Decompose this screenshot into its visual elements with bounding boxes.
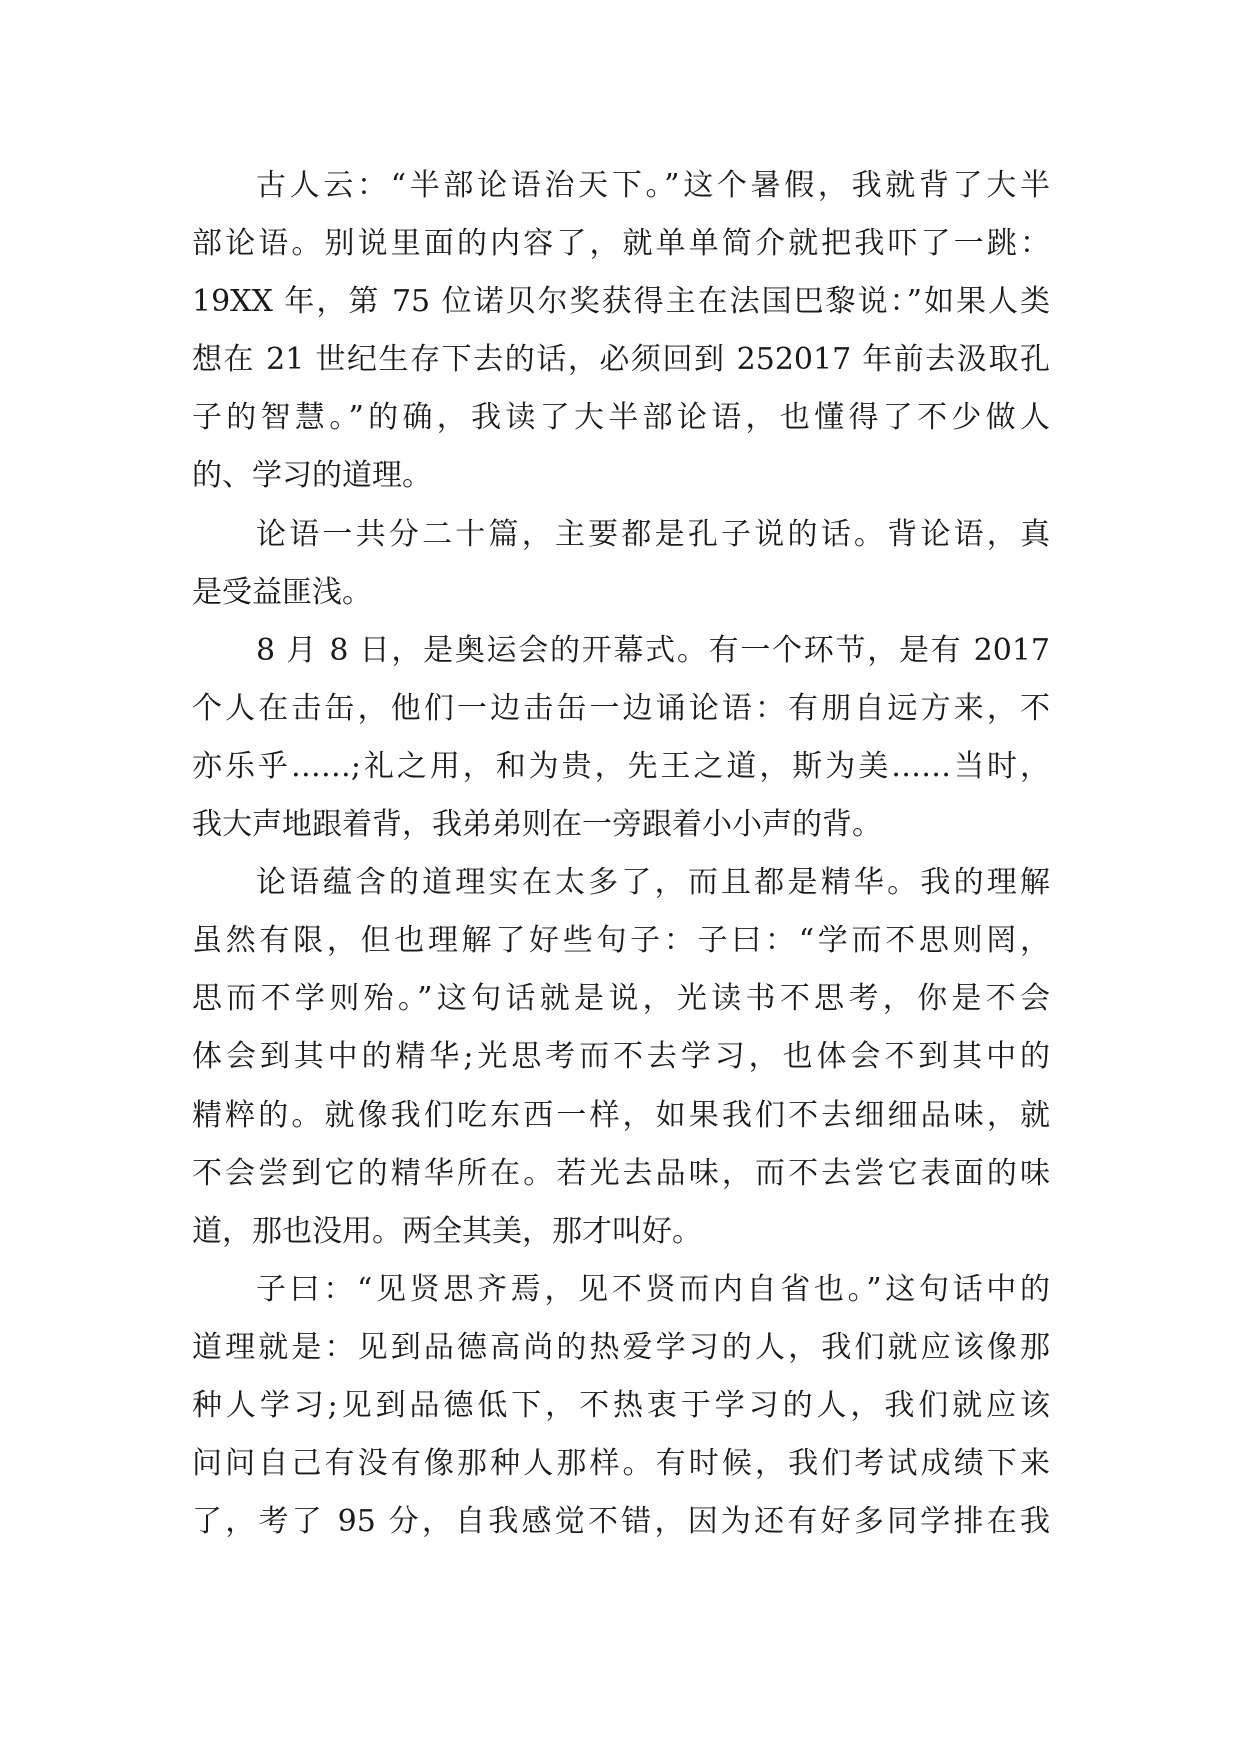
paragraph-line: 子的智慧。”的确，我读了大半部论语，也懂得了不少做人	[192, 400, 1050, 436]
paragraph-line: 8 月 8 日，是奥运会的开幕式。有一个环节，是有 2017	[256, 632, 1050, 668]
paragraph-line: 的、学习的道理。	[192, 458, 432, 494]
paragraph-line: 道理就是：见到品德高尚的热爱学习的人，我们就应该像那	[192, 1329, 1050, 1365]
paragraph-line: 19XX 年，第 75 位诺贝尔奖获得主在法国巴黎说：”如果人类	[192, 284, 1050, 320]
paragraph-line: 思而不学则殆。”这句话就是说，光读书不思考，你是不会	[192, 981, 1050, 1017]
paragraph-line: 问问自己有没有像那种人那样。有时候，我们考试成绩下来	[192, 1446, 1050, 1482]
paragraph-line: 论语蕴含的道理实在太多了，而且都是精华。我的理解	[256, 865, 1050, 901]
paragraph-line: 体会到其中的精华;光思考而不去学习，也体会不到其中的	[192, 1039, 1050, 1075]
paragraph-line: 子曰：“见贤思齐焉，见不贤而内自省也。”这句话中的	[256, 1271, 1050, 1307]
paragraph-line: 道，那也没用。两全其美，那才叫好。	[192, 1213, 702, 1249]
paragraph-line: 了，考了 95 分，自我感觉不错，因为还有好多同学排在我	[192, 1504, 1050, 1540]
paragraph-line: 想在 21 世纪生存下去的话，必须回到 252017 年前去汲取孔	[192, 342, 1050, 378]
paragraph-line: 个人在击缶，他们一边击缶一边诵论语：有朋自远方来，不	[192, 690, 1050, 726]
paragraph-line: 精粹的。就像我们吃东西一样，如果我们不去细细品味，就	[192, 1097, 1050, 1133]
paragraph-line: 不会尝到它的精华所在。若光去品味，而不去尝它表面的味	[192, 1155, 1050, 1191]
paragraph-line: 我大声地跟着背，我弟弟则在一旁跟着小小声的背。	[192, 807, 882, 843]
paragraph-line: 种人学习;见到品德低下，不热衷于学习的人，我们就应该	[192, 1387, 1050, 1423]
paragraph-line: 古人云：“半部论语治天下。”这个暑假，我就背了大半	[256, 168, 1050, 203]
paragraph-line: 部论语。别说里面的内容了，就单单简介就把我吓了一跳：	[192, 226, 1050, 262]
paragraph-line: 虽然有限，但也理解了好些句子：子曰：“学而不思则罔，	[192, 923, 1050, 959]
essay-body	[192, 157, 1050, 1551]
paragraph-line: 是受益匪浅。	[192, 574, 372, 610]
paragraph-line: 论语一共分二十篇，主要都是孔子说的话。背论语，真	[256, 516, 1050, 552]
paragraph-line: 亦乐乎……;礼之用，和为贵，先王之道，斯为美……当时，	[192, 748, 1050, 784]
